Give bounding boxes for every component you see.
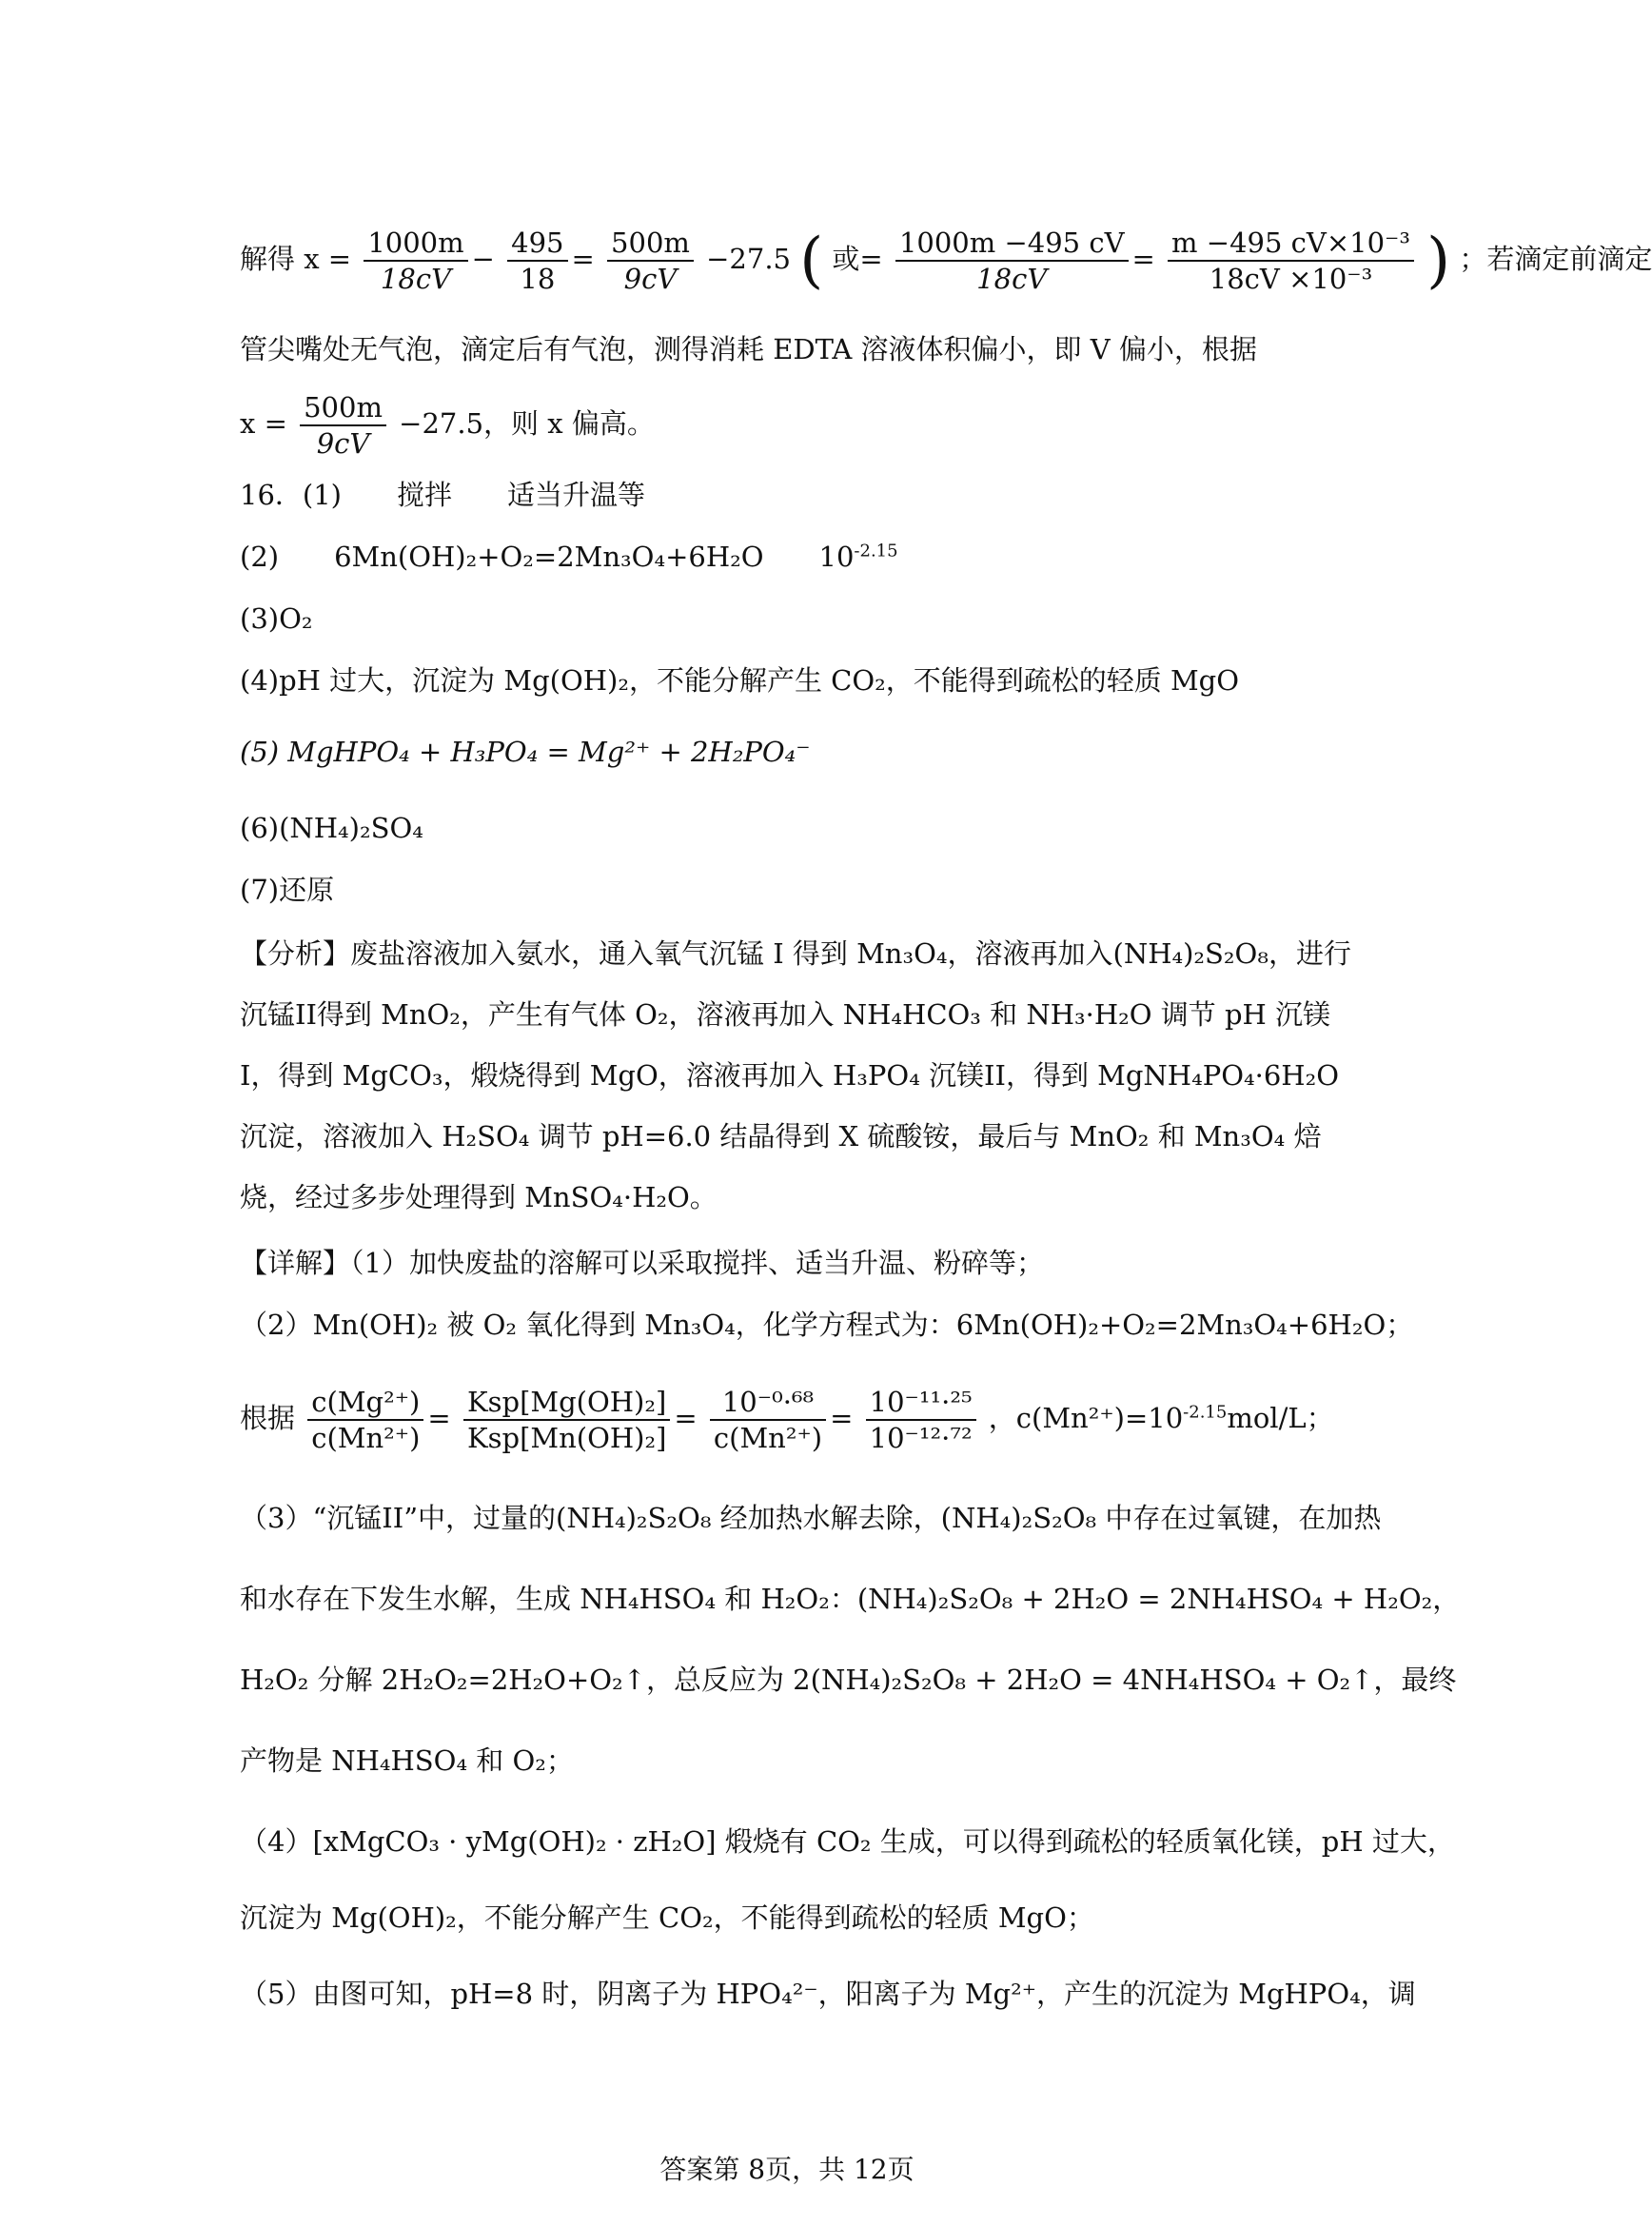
detail-3: 根据 $\frac{\text{c(Mg²⁺)}}{\text{c(Mn²⁺)}}$ = $\frac{\text{Ksp[Mg(OH)₂]}}{\text{Ksp[Mn(OH)₂]}}$ = $\frac{\text{10⁻⁰·⁶⁸}}{\text{c(Mn²⁺)}}$ = $\frac{\text{10⁻¹¹·²⁵}}{\text{10⁻¹²·⁷²}}$ ，$c(Mn^{2+})=10^{-2.15}mol/L$； bbox=[240, 1386, 1334, 1454]
answer-16-7: (7)还原 bbox=[240, 874, 335, 906]
fraction: $\frac{\text{m −495 cV×10⁻³}}{\text{18cV ×10⁻³}}$ bbox=[1168, 226, 1414, 296]
detail-8: （4）[xMgCO₃ · yMg(OH)₂ · zH₂O] 煅烧有 CO₂ 生成，可以得到疏松的轻质氧化镁，pH 过大， bbox=[240, 1825, 1455, 1858]
fraction: $\frac{\text{Ksp[Mg(OH)₂]}}{\text{Ksp[Mn(OH)₂]}}$ bbox=[463, 1385, 670, 1455]
detail-6: H₂O₂ 分解 2H₂O₂=2H₂O+O₂↑，总反应为 2(NH₄)₂S₂O₈ + 2H₂O = 4NH₄HSO₄ + O₂↑，最终 bbox=[240, 1664, 1457, 1696]
page-footer: 答案第 8页，共 12页 bbox=[659, 2154, 914, 2185]
paren: ( bbox=[799, 226, 824, 296]
solution-line-1: 解得 x = $\frac{1000m}{18cV}$ − $\frac{495}{18}$ = $\frac{500m}{9cV}$ −27.5 ( 或= $\frac{1000m -495 cV}{18cV}$ = $\frac{\text{m −495 cV×10⁻³}}{\text{18cV ×10⁻³}}$ ) ；若滴定前滴定 bbox=[240, 226, 1652, 296]
fraction: $\frac{\text{10⁻¹¹·²⁵}}{\text{10⁻¹²·⁷²}}$ bbox=[866, 1385, 976, 1455]
fraction: $\frac{\text{10⁻⁰·⁶⁸}}{\text{c(Mn²⁺)}}$ bbox=[710, 1385, 826, 1455]
solution-line-2: 管尖嘴处无气泡，滴定后有气泡，测得消耗 EDTA 溶液体积偏小，即 V 偏小，根据 bbox=[240, 333, 1257, 365]
paren: ) bbox=[1426, 226, 1451, 296]
detail-4: （3）“沉锰II”中，过量的(NH₄)₂S₂O₈ 经加热水解去除，(NH₄)₂S₂O₈ 中存在过氧键，在加热 bbox=[240, 1502, 1382, 1534]
text: 解得 x = bbox=[240, 243, 352, 275]
analysis-paragraph: 【分析】废盐溶液加入氨水，通入氧气沉锰 I 得到 Mn₃O₄，溶液再加入(NH₄)₂S₂O₈，进行沉锰II得到 MnO₂，产生有气体 O₂，溶液再加入 NH₄HCO₃ 和 NH₃·H₂O 调节 pH 沉镁 I，得到 MgCO₃，煅烧得到 MgO，溶液再加入 H₃PO₄ 沉镁II，得到 MgNH₄PO₄·6H₂O 沉淀，溶液加入 H₂SO₄ 调节 pH=6.0 结晶得到 X 硫酸铵，最后与 MnO₂ 和 Mn₃O₄ 焙烧，经过多步处理得到 MnSO₄·H₂O。 bbox=[240, 937, 1351, 1213]
answer-16-4: (4)pH 过大，沉淀为 Mg(OH)₂，不能分解产生 CO₂，不能得到疏松的轻质 MgO bbox=[240, 664, 1240, 697]
answer-16-5: (5) MgHPO₄ + H₃PO₄ = Mg²⁺ + 2H₂PO₄⁻ bbox=[240, 736, 811, 768]
fraction: $\frac{500m}{9cV}$ bbox=[300, 390, 386, 461]
fraction: $\frac{500m}{9cV}$ bbox=[607, 226, 694, 296]
fraction: $\frac{495}{18}$ bbox=[507, 226, 567, 296]
detail-5: 和水存在下发生水解，生成 NH₄HSO₄ 和 H₂O₂：(NH₄)₂S₂O₈ + 2H₂O = 2NH₄HSO₄ + H₂O₂， bbox=[240, 1583, 1461, 1615]
answer-16-6: (6)(NH₄)₂SO₄ bbox=[240, 812, 423, 844]
solution-line-3: x = $\frac{500m}{9cV}$ −27.5，则 x 偏高。 bbox=[240, 391, 655, 460]
fraction: $\frac{\text{c(Mg²⁺)}}{\text{c(Mn²⁺)}}$ bbox=[307, 1385, 423, 1455]
text: −27.5 bbox=[706, 243, 791, 275]
fraction: $\frac{1000m}{18cV}$ bbox=[364, 226, 467, 296]
text: ；若滴定前滴定 bbox=[1459, 243, 1652, 275]
answer-16-3: (3)O₂ bbox=[240, 602, 313, 635]
text: 或= bbox=[832, 243, 883, 275]
detail-9: 沉淀为 Mg(OH)₂，不能分解产生 CO₂，不能得到疏松的轻质 MgO； bbox=[240, 1901, 1094, 1934]
detail-7: 产物是 NH₄HSO₄ 和 O₂； bbox=[240, 1744, 574, 1777]
answer-16-1: 16．(1) 搅拌 适当升温等 bbox=[240, 479, 645, 511]
answer-16-2: (2) 6Mn(OH)₂+O₂=2Mn₃O₄+6H₂O $10^{-2.15}$ bbox=[240, 541, 898, 573]
detail-2: （2）Mn(OH)₂ 被 O₂ 氧化得到 Mn₃O₄，化学方程式为：6Mn(OH)₂+O₂=2Mn₃O₄+6H₂O； bbox=[240, 1309, 1414, 1341]
fraction: $\frac{1000m -495 cV}{18cV}$ bbox=[895, 226, 1129, 296]
detail-1: 【详解】（1）加快废盐的溶解可以采取搅拌、适当升温、粉碎等； bbox=[240, 1247, 1044, 1279]
detail-10: （5）由图可知，pH=8 时，阴离子为 HPO₄²⁻，阳离子为 Mg²⁺，产生的沉淀为 MgHPO₄，调 bbox=[240, 1978, 1416, 2010]
